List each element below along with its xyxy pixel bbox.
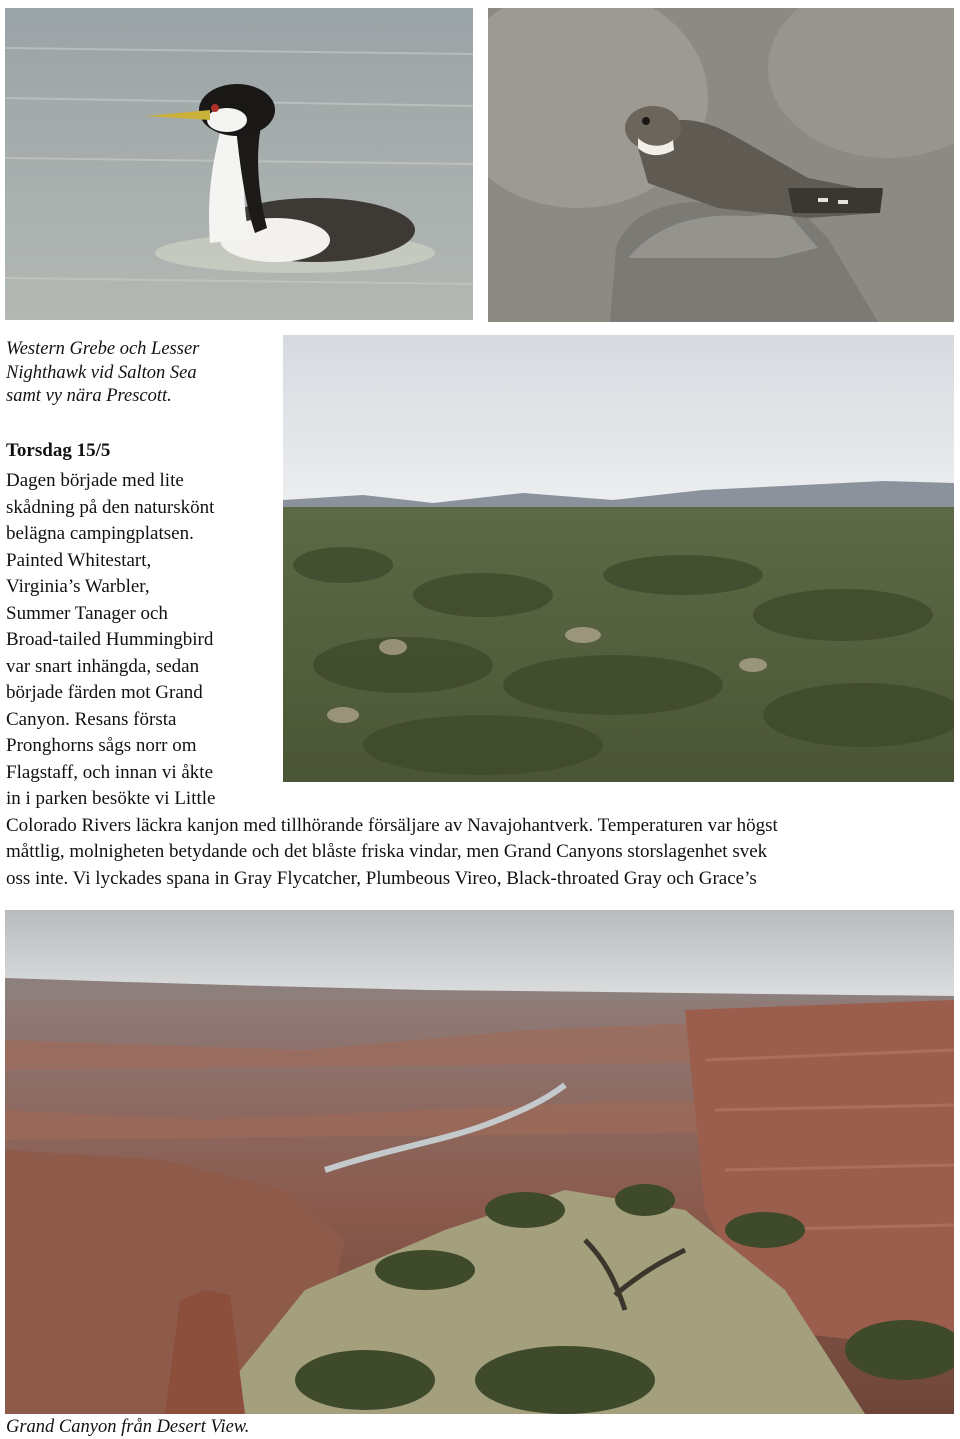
caption-top-line: samt vy nära Prescott. bbox=[6, 386, 172, 406]
entry-body bbox=[6, 468, 956, 892]
entry-line: skådning på den naturskönt bbox=[6, 496, 215, 518]
entry-line: Pronghorns sågs norr om bbox=[6, 735, 197, 756]
entry-line: Summer Tanager och bbox=[6, 602, 168, 624]
entry-line: Broad-tailed Hummingbird bbox=[6, 629, 214, 650]
entry-line: Colorado Rivers läckra kanjon med tillhörande försäljare av Navajohantverk. Temperaturen var högst bbox=[6, 814, 778, 836]
entry-line: Dagen började med lite bbox=[6, 470, 184, 491]
entry-line: måttlig, molnigheten betydande och det blåste friska vindar, men Grand Canyons storslagenhet svek bbox=[6, 841, 768, 862]
entry-line: var snart inhängda, sedan bbox=[6, 655, 200, 677]
entry-line: Flagstaff, och innan vi åkte bbox=[6, 761, 214, 783]
entry-line: Painted Whitestart, bbox=[6, 549, 152, 571]
caption-top bbox=[6, 338, 199, 409]
entry-line: Virginia’s Warbler, bbox=[6, 576, 150, 597]
entry-line: in i parken besökte vi Little bbox=[6, 788, 216, 809]
photo-western-grebe bbox=[5, 8, 473, 320]
photo-lesser-nighthawk bbox=[488, 8, 954, 322]
entry-line: Canyon. Resans första bbox=[6, 708, 177, 730]
entry-heading: Torsdag 15/5 bbox=[6, 440, 111, 461]
caption-top-line: Nighthawk vid Salton Sea bbox=[6, 362, 197, 383]
caption-bottom: Grand Canyon från Desert View. bbox=[6, 1417, 250, 1437]
entry-line: belägna campingplatsen. bbox=[6, 523, 194, 544]
entry-line: oss inte. Vi lyckades spana in Gray Flycatcher, Plumbeous Vireo, Black-throated Gray och Grace’s bbox=[6, 867, 757, 889]
entry-line: började färden mot Grand bbox=[6, 682, 203, 703]
photo-grand-canyon bbox=[5, 910, 954, 1414]
caption-top-line: Western Grebe och Lesser bbox=[6, 339, 200, 359]
